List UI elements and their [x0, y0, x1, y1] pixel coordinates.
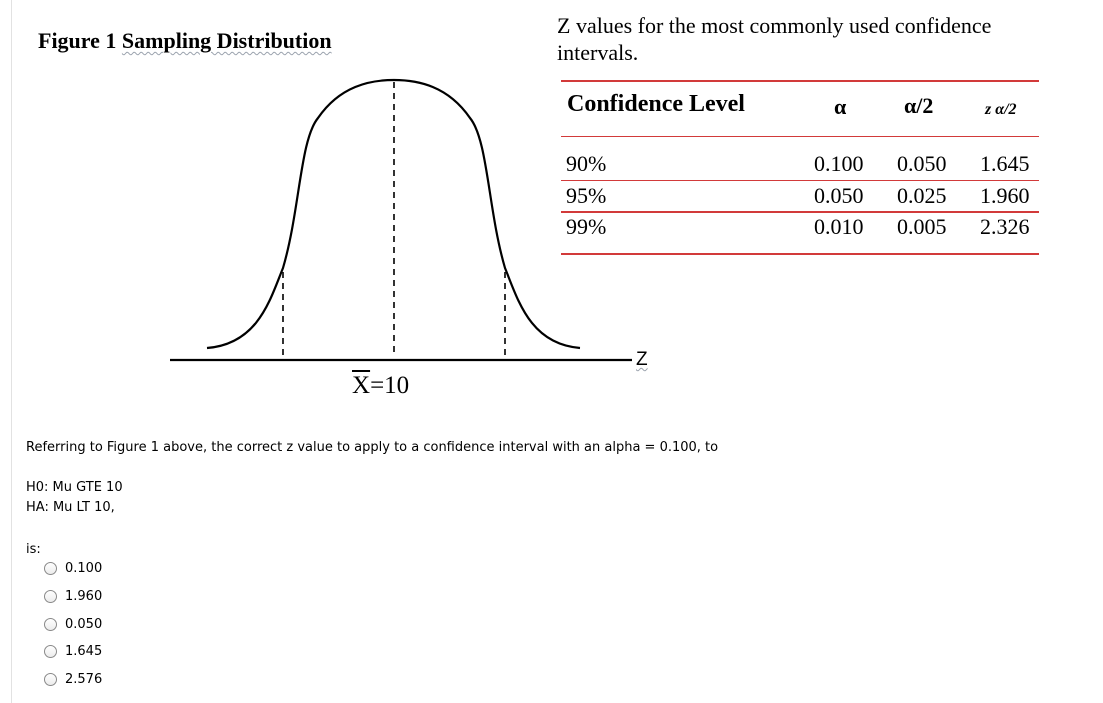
alternative-hypothesis: HA: Mu LT 10, [26, 500, 115, 515]
xbar-symbol: $\overline{X}$ [352, 372, 371, 399]
table-caption: Z values for the most commonly used confidence intervals. [557, 13, 992, 65]
table-header-rule [561, 136, 1039, 137]
header-z-alpha-half: z α/2 [985, 101, 1017, 118]
row-90-alpha: 0.100 [814, 151, 864, 176]
radio-button[interactable] [44, 590, 57, 603]
z-axis-label: Z [636, 349, 648, 370]
row-99-level: 99% [566, 214, 607, 239]
null-hypothesis: H0: Mu GTE 10 [26, 480, 123, 495]
figure-title-prefix: Figure 1 [38, 28, 122, 53]
answer-option-label: 1.960 [65, 588, 103, 604]
mean-label [352, 372, 409, 400]
row-90-level: 90% [566, 151, 607, 176]
question-text: Referring to Figure 1 above, the correct z value to apply to a confidence interval with an alpha = 0.100, to [26, 440, 719, 455]
header-confidence-level: Confidence Level [567, 91, 745, 117]
radio-button[interactable] [44, 645, 57, 658]
is-label: is: [26, 542, 41, 557]
answer-option-label: 0.100 [65, 560, 103, 576]
answer-option-4[interactable] [44, 643, 102, 659]
radio-button[interactable] [44, 562, 57, 575]
radio-button[interactable] [44, 673, 57, 686]
header-alpha-half: α/2 [904, 93, 934, 118]
row-90-z: 1.645 [980, 151, 1030, 176]
table-bottom-rule [561, 253, 1039, 255]
row-90-alpha-half: 0.050 [897, 151, 947, 176]
row-99-alpha: 0.010 [814, 214, 864, 239]
answer-option-1[interactable] [44, 560, 102, 576]
answer-option-5[interactable] [44, 671, 102, 687]
row-rule-2 [561, 211, 1039, 213]
answer-option-label: 2.576 [65, 671, 103, 687]
row-rule-1 [561, 180, 1039, 181]
header-alpha: α [834, 94, 847, 119]
answer-option-3[interactable] [44, 616, 102, 632]
answer-option-label: 0.050 [65, 616, 103, 632]
row-99-z: 2.326 [980, 214, 1030, 239]
radio-button[interactable] [44, 618, 57, 631]
figure-title-main: Sampling Distribution [121, 28, 332, 53]
row-99-alpha-half: 0.005 [897, 214, 947, 239]
mean-value: =10 [370, 372, 410, 399]
row-95-level: 95% [566, 183, 607, 208]
row-95-alpha: 0.050 [814, 183, 864, 208]
row-95-alpha-half: 0.025 [897, 183, 947, 208]
table-top-rule [561, 80, 1039, 82]
answer-option-label: 1.645 [65, 643, 103, 659]
answer-option-2[interactable] [44, 588, 102, 604]
row-95-z: 1.960 [980, 183, 1030, 208]
